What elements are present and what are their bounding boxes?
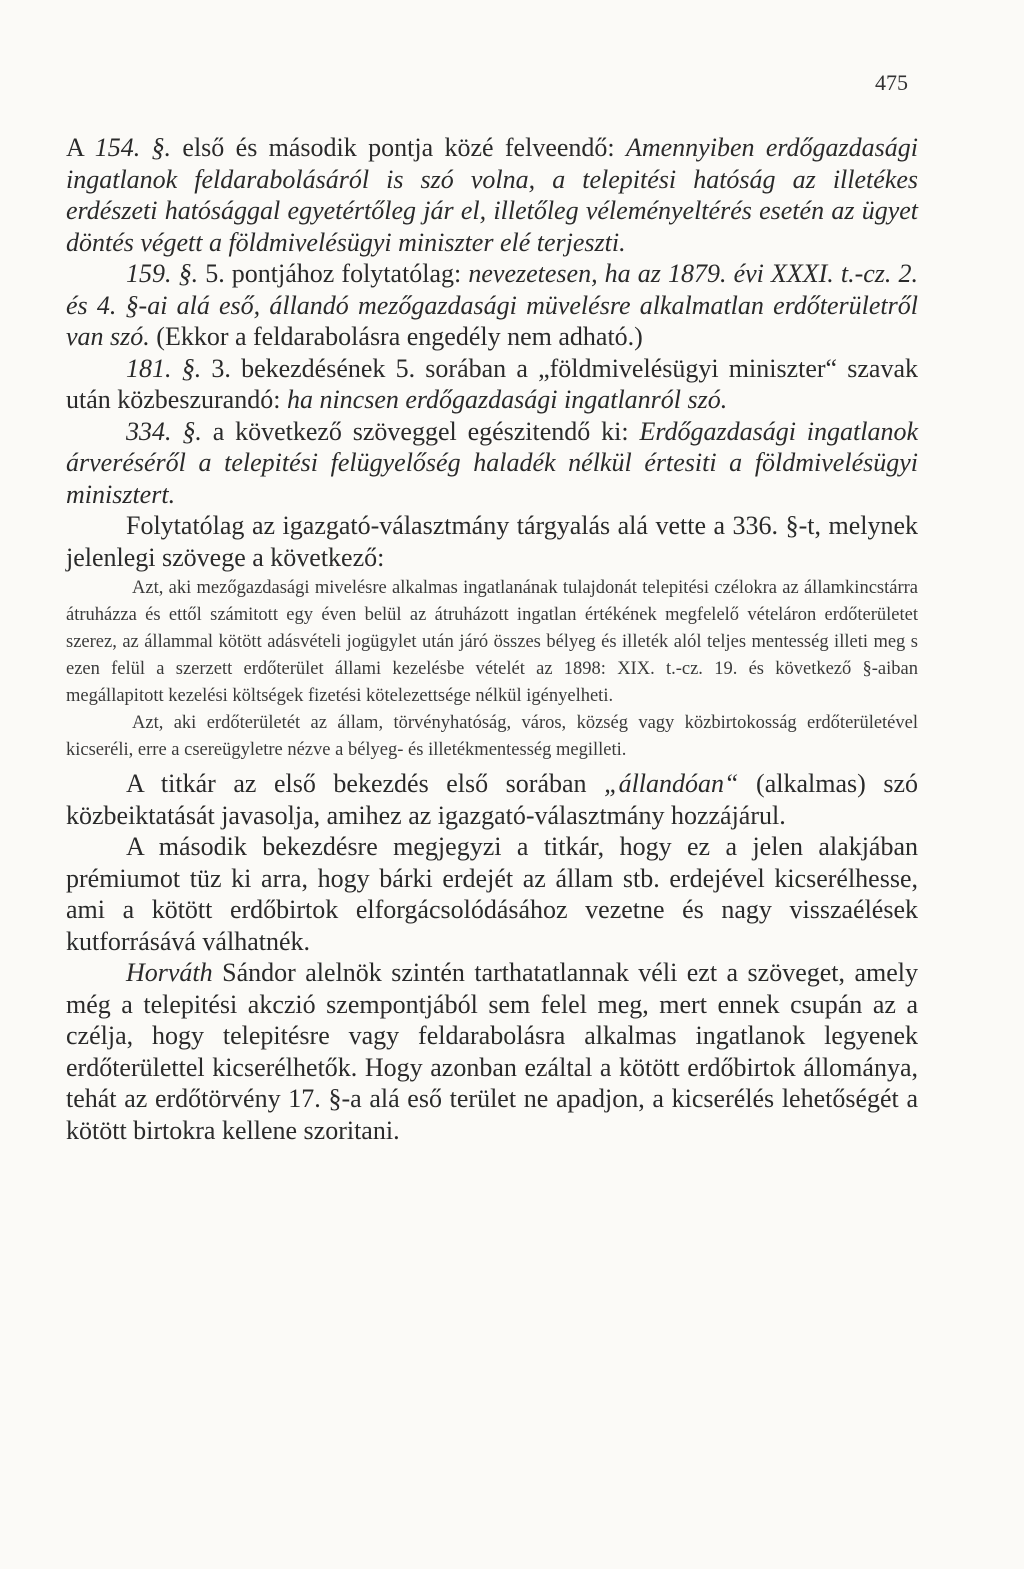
- paragraph-154: [66, 132, 918, 258]
- paragraph-text: 3. bekezdésének 5. sorában a „földmivelésügyi miniszter“ szavak után közbeszurandó:: [66, 353, 918, 414]
- amendment-text: nevezetesen, ha az 1879. évi XXXI. t.-cz. 2. és 4. §-ai alá eső, állandó mezőgazdasági müvelésre alkalmatlan erdőterületről van szó.: [66, 259, 919, 351]
- quoted-word: „állandóan“: [604, 769, 739, 798]
- paragraph-181: [66, 353, 918, 416]
- paragraph-secretary-remark: A második bekezdésre megjegyzi a titkár, hogy ez a jelen alakjában prémiumot tüz ki arra, hogy bárki erdejét az állam stb. erdejével kicserélhesse, ami a kötött erdőbirtok elforgácsolódásához vezetne és nagy visszaélések kutforrásává válhatnék.: [66, 832, 918, 956]
- paragraph-text: Sándor alelnök szintén tarthatatlannak véli ezt a szöveget, amely még a telepitési akczió szempontjából sem felel meg, mert ennek csupán az a czélja, hogy telepitésre vagy feldarabolásra alkalmas ingatlanok legyenek erdőterülettel kicserélhetők. Hogy azonban ezáltal a kötött erdőbirtok állománya, tehát az erdőtörvény 17. §-a alá eső terület ne apadjon, a kicserélés lehetőségét a kötött birtokra kellene szoritani.: [66, 958, 918, 1145]
- paragraph-text: (Ekkor a feldarabolásra engedély nem adható.): [149, 322, 643, 351]
- paragraph-334: [66, 416, 918, 511]
- paragraph-horvath: [66, 957, 918, 1146]
- person-name: Horváth: [126, 958, 213, 987]
- paragraph-text: 5. pontjához folytatólag:: [198, 259, 469, 288]
- top-paragraphs: [66, 132, 918, 573]
- paragraph-336-intro: Folytatólag az igazgató-választmány tárgyalás alá vette a 336. §-t, melynek jelenlegi szövege a következő:: [66, 511, 918, 572]
- paragraph-text: a következő szöveggel egészitendő ki:: [201, 416, 640, 446]
- paragraph-text: első és második pontja közé felveendő:: [171, 133, 626, 162]
- quoted-law-text: [66, 575, 918, 764]
- section-reference: 181. §.: [126, 353, 202, 383]
- page-number: 475: [875, 70, 908, 95]
- quoted-paragraph: Azt, aki mezőgazdasági mivelésre alkalmas ingatlanának tulajdonát telepitési czélokra az államkincstárra átruházza és ettől számitott egy éven belül az átruházott ingatlan értékének megfelelő vételáron erdőterületet szerez, az állammal kötött adásvételi jogügylet után járó összes bélyeg és illeték alól teljes mentesség illeti meg s ezen felül a szerzett erdőterület állami kezelésbe vételét az 1898: XIX. t.-cz. 19. és következő §-aiban megállapitott kezelési költségek fizetési kötelezettsége nélkül igényelheti.: [66, 578, 918, 706]
- amendment-text: Erdőgazdasági ingatlanok árveréséről a telepitési felügyelőség haladék nélkül értesiti a földmivelésügyi minisztert.: [66, 416, 918, 509]
- section-reference: 154. §.: [94, 133, 172, 162]
- paragraph-text: A titkár az első bekezdés első sorában: [126, 769, 605, 798]
- bottom-paragraphs: [66, 768, 918, 1146]
- paragraph-text: A: [66, 133, 95, 162]
- paragraph-159: [66, 258, 918, 353]
- paragraph-secretary-proposal: [66, 768, 918, 831]
- amendment-text: ha nincsen erdőgazdasági ingatlanról szó.: [286, 385, 728, 414]
- section-reference: 334. §.: [126, 416, 202, 446]
- quoted-paragraph: Azt, aki erdőterületét az állam, törvényhatóság, város, község vagy közbirtokosság erdőterületével kicseréli, erre a csereügyletre nézve a bélyeg- és illetékmentesség megilleti.: [66, 713, 918, 760]
- body-text: [66, 132, 918, 1146]
- amendment-text: Amennyiben erdőgazdasági ingatlanok feldarabolásáról is szó volna, a telepitési hatóság az illetékes erdészeti hatósággal egyetértőleg jár el, illetőleg véleményeltérés esetén az ügyet döntés végett a földmivelésügyi miniszter elé terjeszti.: [66, 133, 918, 257]
- section-reference: 159. §.: [126, 259, 199, 288]
- paragraph-text: (alkalmas) szó közbeiktatását javasolja, amihez az igazgató-választmány hozzájárul.: [66, 769, 918, 830]
